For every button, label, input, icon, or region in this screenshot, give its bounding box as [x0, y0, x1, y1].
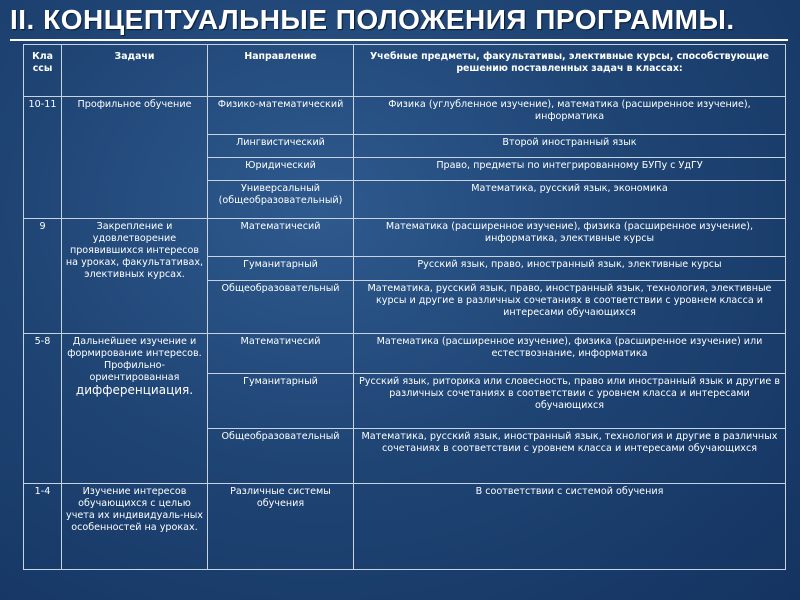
direction-cell: Универсальный (общеобразовательный) [208, 181, 354, 219]
subjects-cell: Математика, русский язык, право, иностранный язык, технология, элективные курсы и другие в различных сочетаниях в соответствии с уровнем класса и интересами обучающихся [354, 281, 786, 334]
task-text: Дальнейшее изучение и формирование интересов. Профильно-ориентированная [67, 336, 202, 383]
klass-cell: 5-8 [24, 334, 62, 484]
direction-cell: Физико-математический [208, 97, 354, 135]
task-cell: Профильное обучение [62, 97, 208, 219]
direction-cell: Юридический [208, 158, 354, 181]
title-underline [10, 39, 788, 41]
task-cell [62, 334, 208, 484]
table-row [24, 484, 786, 570]
direction-cell: Математичесий [208, 334, 354, 374]
header-direction: Направление [208, 45, 354, 97]
subjects-cell: Русский язык, риторика или словесность, право или иностранный язык и другие в различных сочетаниях в соответствии с уровнем класса и интересами обучающихся [354, 374, 786, 429]
direction-cell: Гуманитарный [208, 257, 354, 281]
table-row [24, 97, 786, 135]
program-table [23, 44, 786, 570]
subjects-cell: Математика (расширенное изучение), физика (расширенное изучение) или естествознание, информатика [354, 334, 786, 374]
table-row [24, 334, 786, 374]
subjects-cell: В соответствии с системой обучения [354, 484, 786, 570]
subjects-cell: Физика (углубленное изучение), математика (расширенное изучение), информатика [354, 97, 786, 135]
subjects-cell: Второй иностранный язык [354, 135, 786, 158]
header-task: Задачи [62, 45, 208, 97]
table-header-row [24, 45, 786, 97]
direction-cell: Лингвистический [208, 135, 354, 158]
table-row [24, 219, 786, 257]
subjects-cell: Русский язык, право, иностранный язык, элективные курсы [354, 257, 786, 281]
klass-cell: 10-11 [24, 97, 62, 219]
direction-cell: Общеобразовательный [208, 281, 354, 334]
page-title: II. КОНЦЕПТУАЛЬНЫЕ ПОЛОЖЕНИЯ ПРОГРАММЫ. [10, 4, 735, 35]
direction-cell: Гуманитарный [208, 374, 354, 429]
header-subjects: Учебные предметы, факультативы, элективные курсы, способствующие решению поставленных задач в классах: [354, 45, 786, 97]
klass-cell: 1-4 [24, 484, 62, 570]
subjects-cell: Право, предметы по интегрированному БУПу с УдГУ [354, 158, 786, 181]
direction-cell: Математичесий [208, 219, 354, 257]
task-cell: Закрепление и удовлетворение проявившихся интересов на уроках, факультативах, элективных курсах. [62, 219, 208, 334]
task-cell: Изучение интересов обучающихся с целью учета их индивидуаль-ных особенностей на уроках. [62, 484, 208, 570]
direction-cell: Различные системы обучения [208, 484, 354, 570]
direction-cell: Общеобразовательный [208, 429, 354, 484]
task-text-emphasis: дифференциация. [75, 383, 194, 397]
subjects-cell: Математика, русский язык, иностранный язык, технология и другие в различных сочетаниях в соответствии с уровнем класса и интересами обучающихся [354, 429, 786, 484]
header-klass: Кла ссы [24, 45, 62, 97]
subjects-cell: Математика, русский язык, экономика [354, 181, 786, 219]
subjects-cell: Математика (расширенное изучение), физика (расширенное изучение), информатика, элективные курсы [354, 219, 786, 257]
klass-cell: 9 [24, 219, 62, 334]
